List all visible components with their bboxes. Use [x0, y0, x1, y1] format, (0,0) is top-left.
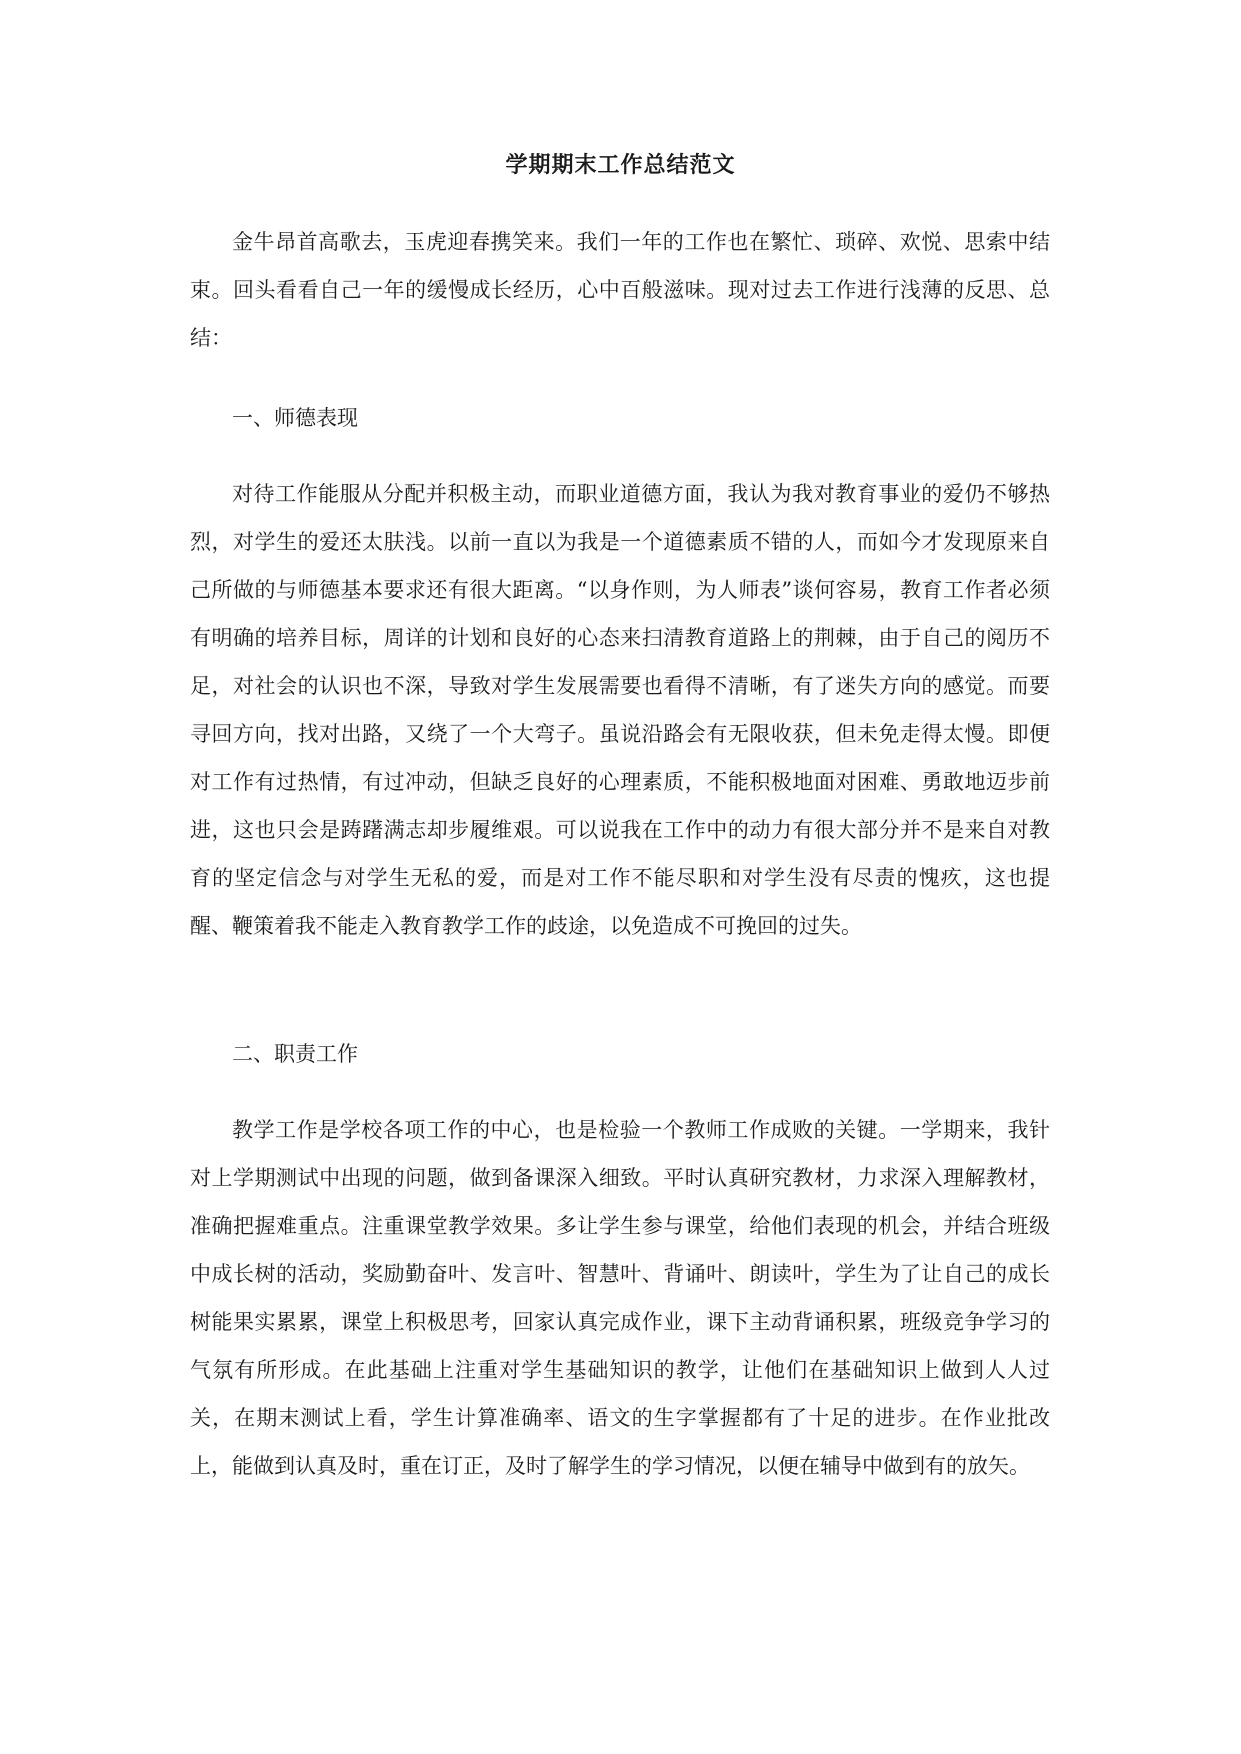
section-body-2: 教学工作是学校各项工作的中心，也是检验一个教师工作成败的关键。一学期来，我针对上学期测试中出现的问题，做到备课深入细致。平时认真研究教材，力求深入理解教材，准确把握难重点。注重课堂教学效果。多让学生参与课堂，给他们表现的机会，并结合班级中成长树的活动，奖励勤奋叶、发言叶、智慧叶、背诵叶、朗读叶，学生为了让自己的成长树能果实累累，课堂上积极思考，回家认真完成作业，课下主动背诵积累，班级竞争学习的气氛有所形成。在此基础上注重对学生基础知识的教学，让他们在基础知识上做到人人过关，在期末测试上看，学生计算准确率、语文的生字掌握都有了十足的进步。在作业批改上，能做到认真及时，重在订正，及时了解学生的学习情况，以便在辅导中做到有的放矢。 [190, 1118, 1050, 1478]
document-title: 学期期末工作总结范文 [505, 153, 736, 178]
section-heading-1: 一、师德表现 [232, 406, 358, 430]
section-heading-2: 二、职责工作 [232, 1042, 358, 1066]
section-body-1: 对待工作能服从分配并积极主动，而职业道德方面，我认为我对教育事业的爱仍不够热烈，对学生的爱还太肤浅。以前一直以为我是一个道德素质不错的人，而如今才发现原来自己所做的与师德基本要求还有很大距离。“以身作则，为人师表”谈何容易，教育工作者必须有明确的培养目标，周详的计划和良好的心态来扫清教育道路上的荆棘，由于自己的阅历不足，对社会的认识也不深，导致对学生发展需要也看得不清晰，有了迷失方向的感觉。而要寻回方向，找对出路，又绕了一个大弯子。虽说沿路会有无限收获，但未免走得太慢。即便对工作有过热情，有过冲动，但缺乏良好的心理素质，不能积极地面对困难、勇敢地迈步前进，这也只会是踌躇满志却步履维艰。可以说我在工作中的动力有很大部分并不是来自对教育的坚定信念与对学生无私的爱，而是对工作不能尽职和对学生没有尽责的愧疚，这也提醒、鞭策着我不能走入教育教学工作的歧途，以免造成不可挽回的过失。 [190, 482, 1050, 938]
intro-paragraph: 金牛昂首高歌去，玉虎迎春携笑来。我们一年的工作也在繁忙、琐碎、欢悦、思索中结束。回头看看自己一年的缓慢成长经历，心中百般滋味。现对过去工作进行浅薄的反思、总结： [190, 230, 1050, 350]
